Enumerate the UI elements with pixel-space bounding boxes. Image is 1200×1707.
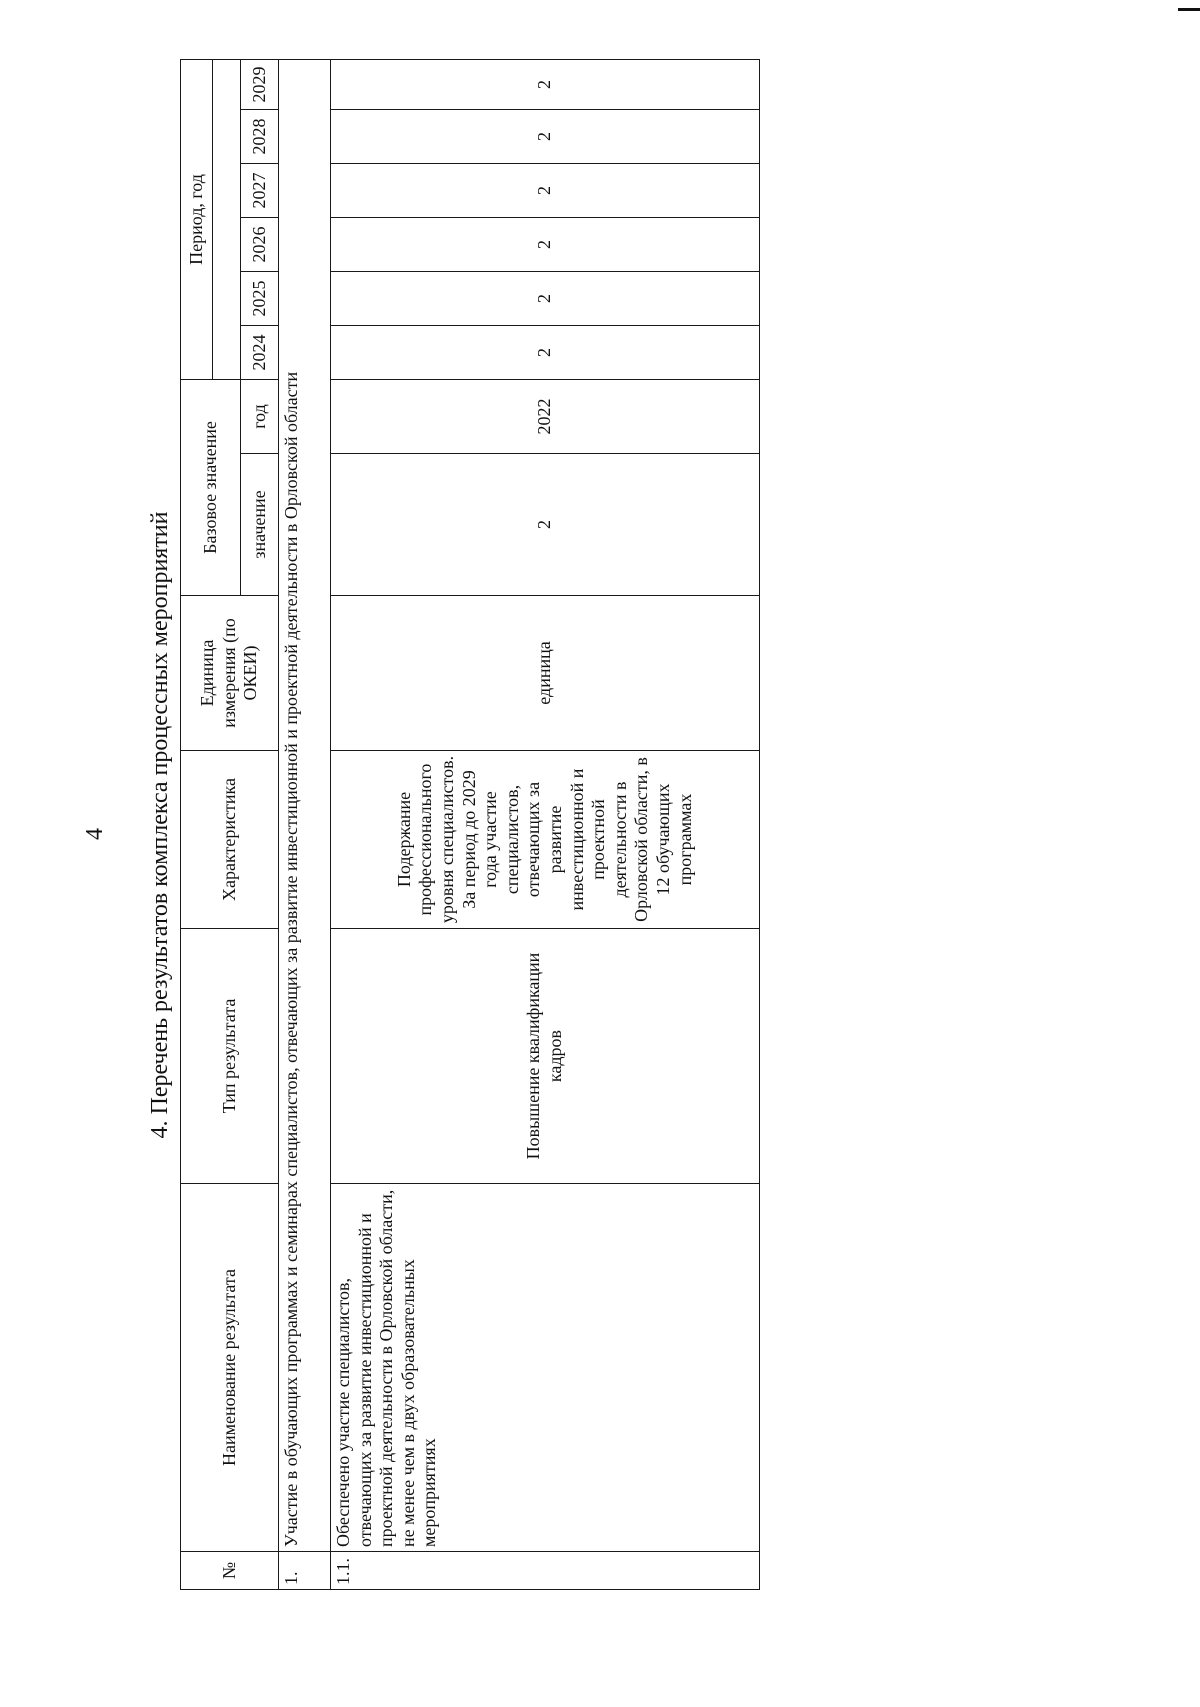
header-base: Базовое значение bbox=[181, 379, 241, 595]
header-base-value: значение bbox=[241, 454, 279, 596]
row-type: Повышение квалификации кадров bbox=[331, 929, 760, 1184]
section-row bbox=[279, 59, 331, 1589]
header-period-spacer bbox=[213, 59, 241, 379]
row-value-2024: 2 bbox=[331, 325, 760, 379]
row-base-year: 2022 bbox=[331, 379, 760, 453]
header-type: Тип результата bbox=[181, 929, 279, 1184]
header-year-2026: 2026 bbox=[241, 217, 279, 271]
scan-edge-mark bbox=[1178, 8, 1200, 11]
row-value-2025: 2 bbox=[331, 271, 760, 325]
row-value-2028: 2 bbox=[331, 109, 760, 163]
landscape-page bbox=[140, 60, 760, 1590]
row-name: Обеспечено участие специалистов, отвечающих за развитие инвестиционной и проектной деятельности в Орловской области, не менее чем в двух образовательных мероприятиях bbox=[331, 1184, 760, 1552]
results-table bbox=[180, 59, 760, 1590]
header-unit: Единица измерения (по ОКЕИ) bbox=[181, 596, 279, 751]
header-row-1 bbox=[181, 59, 213, 1589]
section-title: Участие в обучающих программах и семинарах специалистов, отвечающих за развитие инвестиционной и проектной деятельности в Орловской области bbox=[279, 59, 331, 1551]
header-base-year: год bbox=[241, 379, 279, 453]
header-period: Период, год bbox=[181, 59, 213, 379]
page-number: 4 bbox=[82, 828, 108, 840]
table-row bbox=[331, 59, 760, 1589]
header-year-2029: 2029 bbox=[241, 59, 279, 109]
row-num: 1.1. bbox=[331, 1552, 760, 1590]
row-value-2029: 2 bbox=[331, 59, 760, 109]
header-year-2024: 2024 bbox=[241, 325, 279, 379]
header-characteristic: Характеристика bbox=[181, 751, 279, 929]
row-unit: единица bbox=[331, 596, 760, 751]
header-num: № bbox=[181, 1552, 279, 1590]
document-title: 4. Перечень результатов комплекса процессных мероприятий bbox=[147, 511, 173, 1139]
row-value-2027: 2 bbox=[331, 163, 760, 217]
row-base-value: 2 bbox=[331, 454, 760, 596]
section-num: 1. bbox=[279, 1552, 331, 1590]
row-characteristic: Подержание профессионального уровня специалистов. За период до 2029 года участие специалистов, отвечающих за развитие инвестиционной и проектной деятельности в Орловской области, в 12 обучающих программах bbox=[331, 751, 760, 929]
header-year-2025: 2025 bbox=[241, 271, 279, 325]
row-value-2026: 2 bbox=[331, 217, 760, 271]
header-year-2028: 2028 bbox=[241, 109, 279, 163]
header-year-2027: 2027 bbox=[241, 163, 279, 217]
header-name: Наименование результата bbox=[181, 1184, 279, 1552]
